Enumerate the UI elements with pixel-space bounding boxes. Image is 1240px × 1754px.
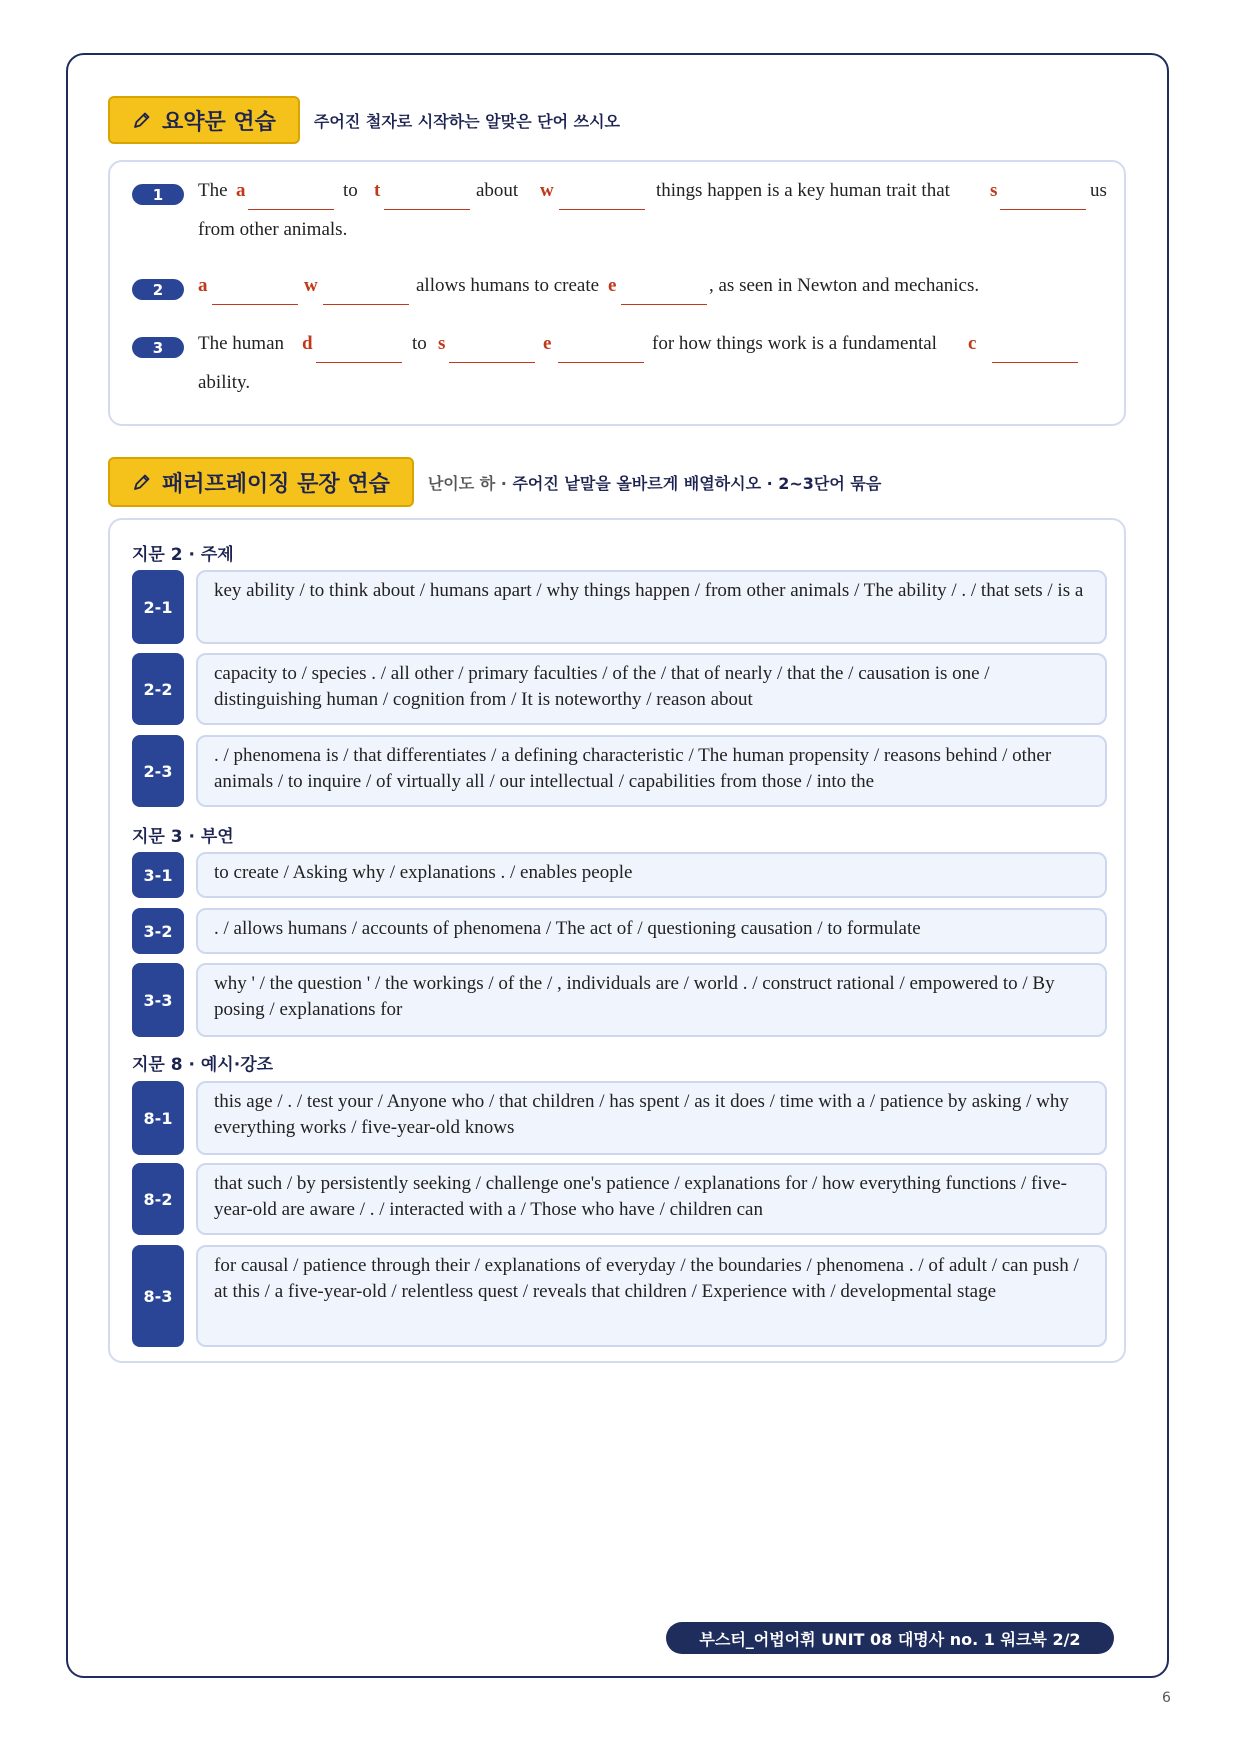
- passage-group-label: 지문 8 · 예시·강조: [132, 1055, 274, 1075]
- text-segment: The: [198, 180, 228, 201]
- row-id-badge: 3-2: [132, 908, 184, 954]
- footer-workbook-label: 부스터_어법어휘 UNIT 08 대명사 no. 1 워크북 2/2: [666, 1622, 1114, 1654]
- answer-blank[interactable]: [449, 362, 535, 363]
- text-segment: , as seen in Newton and mechanics.: [709, 275, 980, 296]
- page-number: 6: [1162, 1690, 1171, 1706]
- summary-section-title: 요약문 연습: [162, 109, 276, 135]
- row-id-badge: 2-3: [132, 735, 184, 807]
- row-id-badge: 8-2: [132, 1163, 184, 1235]
- answer-blank[interactable]: [316, 362, 402, 363]
- paraphrase-subtitle: [428, 471, 881, 494]
- summary-line: [198, 275, 1108, 305]
- answer-blank[interactable]: [212, 304, 298, 305]
- summary-line: [198, 333, 1108, 363]
- pencil-icon: [132, 472, 152, 492]
- text-segment: things happen is a key human trait that: [656, 180, 950, 201]
- paraphrase-instruction: 주어진 낱말을 올바르게 배열하시오 · 2~3단어 묶음: [512, 473, 882, 493]
- summary-line-2: ability.: [198, 372, 251, 393]
- summary-instruction: 주어진 철자로 시작하는 알맞은 단어 쓰시오: [313, 111, 620, 131]
- initial-letter: w: [540, 180, 554, 201]
- initial-letter: a: [236, 180, 246, 201]
- initial-letter: w: [304, 275, 318, 296]
- passage-group-label: 지문 2 · 주제: [132, 545, 234, 565]
- word-chunks: this age / . / test your / Anyone who / that children / has spent / as it does / time with a / patience by asking / why everything works / five-year-old knows: [196, 1081, 1107, 1155]
- row-id-badge: 2-1: [132, 570, 184, 644]
- word-chunks: why ' / the question ' / the workings / of the / , individuals are / world . / construct rational / empowered to / By posing / explanations for: [196, 963, 1107, 1037]
- item-number: 2: [132, 279, 184, 300]
- initial-letter: s: [438, 333, 446, 354]
- text-segment: to: [343, 180, 358, 201]
- answer-blank[interactable]: [384, 209, 470, 210]
- paraphrase-section-tag: [108, 457, 414, 507]
- answer-blank[interactable]: [248, 209, 334, 210]
- summary-panel: [108, 160, 1126, 426]
- answer-blank[interactable]: [559, 209, 645, 210]
- initial-letter: c: [968, 333, 977, 354]
- row-id-badge: 2-2: [132, 653, 184, 725]
- row-id-badge: 3-3: [132, 963, 184, 1037]
- answer-blank[interactable]: [558, 362, 644, 363]
- word-chunks: that such / by persistently seeking / challenge one's patience / explanations for / how everything functions / five-year-old are aware / . / interacted with a / Those who have / children can: [196, 1163, 1107, 1235]
- initial-letter: d: [302, 333, 313, 354]
- text-segment: The human: [198, 333, 285, 354]
- summary-line-2: from other animals.: [198, 219, 348, 240]
- text-segment: allows humans to create: [416, 275, 600, 296]
- word-chunks: to create / Asking why / explanations . / enables people: [196, 852, 1107, 898]
- row-id-badge: 3-1: [132, 852, 184, 898]
- initial-letter: t: [374, 180, 381, 201]
- answer-blank[interactable]: [1000, 209, 1086, 210]
- answer-blank[interactable]: [323, 304, 409, 305]
- word-chunks: . / allows humans / accounts of phenomena / The act of / questioning causation / to formulate: [196, 908, 1107, 954]
- summary-line: [198, 180, 1108, 210]
- word-chunks: capacity to / species . / all other / primary faculties / of the / that of nearly / that the / causation is one / distinguishing human / cognition from / It is noteworthy / reason about: [196, 653, 1107, 725]
- initial-letter: e: [608, 275, 617, 296]
- pencil-icon: [132, 110, 152, 130]
- text-segment: for how things work is a fundamental: [652, 333, 937, 354]
- item-number: 3: [132, 337, 184, 358]
- initial-letter: e: [543, 333, 552, 354]
- initial-letter: s: [990, 180, 998, 201]
- item-number: 1: [132, 184, 184, 205]
- passage-group-label: 지문 3 · 부연: [132, 827, 234, 847]
- text-segment: to: [412, 333, 427, 354]
- paraphrase-section-title: 패러프레이징 문장 연습: [162, 471, 390, 497]
- word-chunks: . / phenomena is / that differentiates / a defining characteristic / The human propensity / reasons behind / other animals / to inquire / of virtually all / our intellectual / capabilities from those / into the: [196, 735, 1107, 807]
- difficulty-label: 난이도 하 ·: [427, 473, 507, 493]
- initial-letter: a: [198, 275, 208, 296]
- summary-section-header: [108, 96, 620, 144]
- summary-section-tag: [108, 96, 300, 144]
- text-segment: us: [1090, 180, 1107, 201]
- word-chunks: key ability / to think about / humans apart / why things happen / from other animals / The ability / . / that sets / is a: [196, 570, 1107, 644]
- row-id-badge: 8-1: [132, 1081, 184, 1155]
- word-chunks: for causal / patience through their / explanations of everyday / the boundaries / phenomena . / of adult / can push / at this / a five-year-old / relentless quest / reveals that children / Experience with / developmental stage: [196, 1245, 1107, 1347]
- answer-blank[interactable]: [621, 304, 707, 305]
- paraphrase-panel: [108, 518, 1126, 1363]
- text-segment: about: [476, 180, 519, 201]
- paraphrase-section-header: [108, 457, 881, 507]
- answer-blank[interactable]: [992, 362, 1078, 363]
- row-id-badge: 8-3: [132, 1245, 184, 1347]
